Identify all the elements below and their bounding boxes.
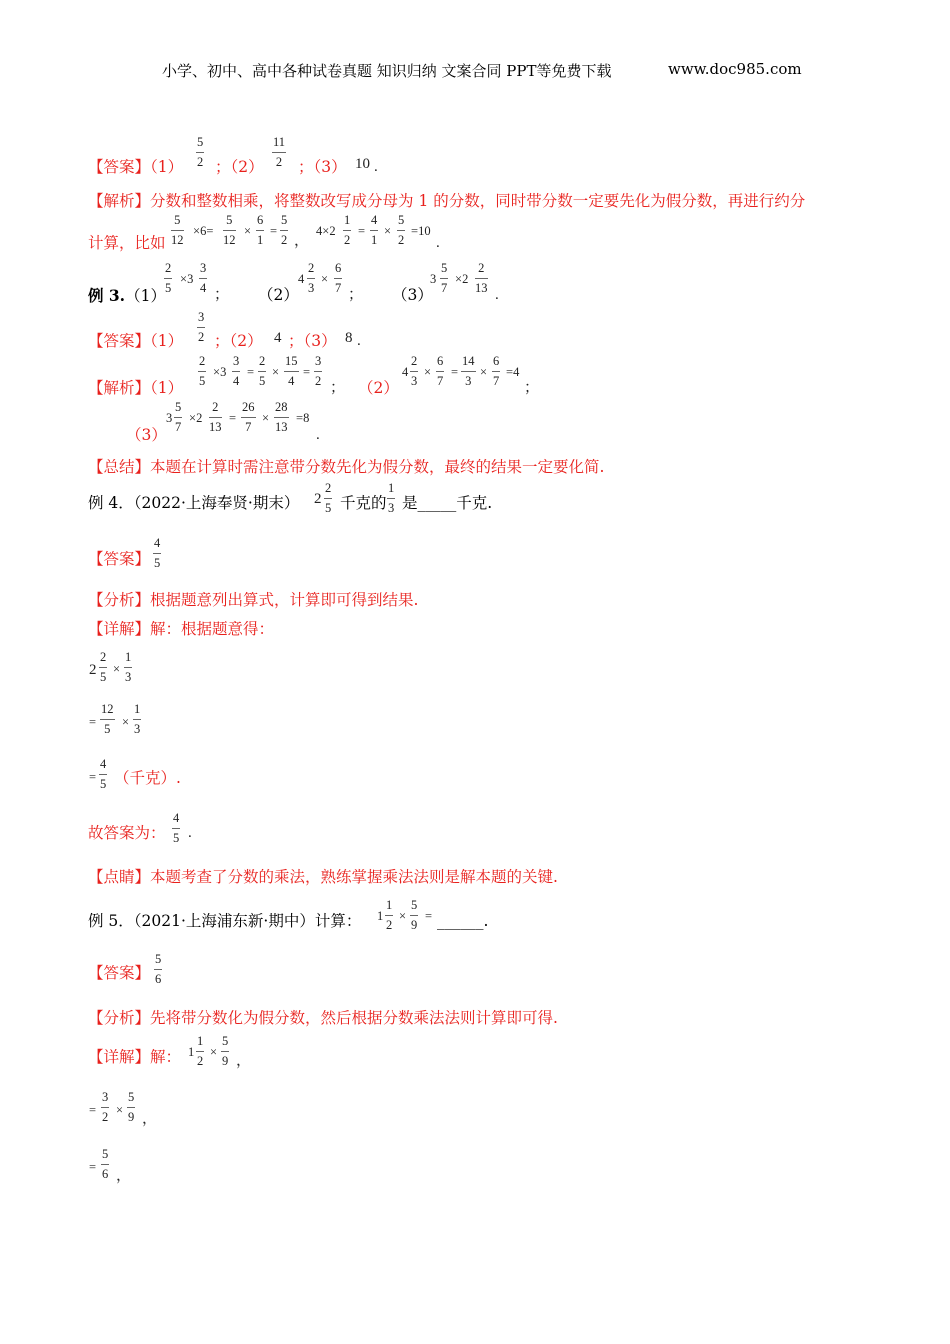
ex4-unit: 千克的 <box>340 494 387 512</box>
answer-value: 8 <box>345 330 353 346</box>
fraction: 1 3 <box>125 650 132 684</box>
analysis-2: 【解析】分数和整数相乘，将整数改写成分母为 1 的分数，同时带分数一定要先化为假分数，再进行约分 <box>88 192 806 210</box>
fraction: 4 5 <box>173 811 180 845</box>
answer-3: 【答案】（1） <box>88 332 184 350</box>
op: 4×2 <box>316 224 336 238</box>
op: × <box>384 224 392 238</box>
fraction: 15 4 <box>285 354 298 388</box>
header-url[interactable]: www.doc985.com <box>668 60 802 78</box>
example-5-title: 例 5．（2021·上海浦东新·期中）计算： <box>88 912 362 930</box>
op: × <box>113 662 121 676</box>
fraction: 12 5 <box>101 702 114 736</box>
fraction: 1 2 <box>386 898 393 932</box>
op: × <box>424 365 432 379</box>
blank-5: ______. <box>437 912 489 930</box>
fraction: 5 7 <box>441 261 448 295</box>
result-label-4: 故答案为： <box>88 824 166 842</box>
period: . <box>495 287 499 303</box>
fraction: 6 7 <box>493 354 500 388</box>
op: = <box>425 909 433 923</box>
op: 3 <box>430 272 437 286</box>
fenxi-5: 【分析】先将带分数化为假分数，然后根据分数乘法法则计算即可得. <box>88 1009 558 1027</box>
op: =8 <box>296 411 310 425</box>
detail-4: 【详解】解：根据题意得： <box>88 620 275 638</box>
op: × <box>272 365 280 379</box>
fraction: 1 3 <box>134 702 141 736</box>
fraction: 2 3 <box>411 354 418 388</box>
detail-5: 【详解】解： <box>88 1048 182 1066</box>
analysis-3: 【解析】（1） <box>88 379 184 397</box>
op: = <box>89 1103 97 1117</box>
ex4-question: 是_____千克. <box>402 494 493 512</box>
fraction: 1 3 <box>388 481 395 515</box>
fraction: 5 2 <box>398 213 405 247</box>
op: ×2 <box>455 272 469 286</box>
fraction: 6 7 <box>437 354 444 388</box>
op: × <box>399 909 407 923</box>
example-4-title: 例 4．（2022·上海奉贤·期末） <box>88 494 300 512</box>
fraction: 4 5 <box>100 757 107 791</box>
op: = <box>247 365 255 379</box>
fraction: 4 5 <box>154 536 161 570</box>
fraction: 5 2 <box>197 135 204 169</box>
op: = <box>89 770 97 784</box>
op: = <box>303 365 311 379</box>
fraction: 5 2 <box>281 213 288 247</box>
fraction: 2 5 <box>325 481 332 515</box>
fraction: 26 7 <box>242 400 255 434</box>
fraction: 28 13 <box>275 400 288 434</box>
op: = <box>451 365 459 379</box>
fraction: 5 7 <box>175 400 182 434</box>
fraction: 5 6 <box>102 1147 109 1181</box>
fraction: 6 7 <box>335 261 342 295</box>
period: . <box>374 159 378 175</box>
header-text: 小学、初中、高中各种试卷真题 知识归纳 文案合同 PPT等免费下载 <box>162 62 612 80</box>
fraction: 4 1 <box>371 213 378 247</box>
comma: ， <box>142 1111 158 1127</box>
sep: ； <box>524 380 540 396</box>
comma: ， <box>294 233 310 249</box>
answer-5: 【答案】 <box>88 964 151 982</box>
summary-3: 【总结】本题在计算时需注意带分数先化为假分数，最终的结果一定要化简. <box>88 458 605 476</box>
op: 2 <box>89 662 97 678</box>
answer-sep: ；（2） <box>215 158 264 176</box>
fraction: 14 3 <box>462 354 475 388</box>
fraction: 6 1 <box>257 213 264 247</box>
example-3-title: 例 3.（1） <box>88 286 166 305</box>
fraction: 3 2 <box>102 1090 109 1124</box>
answer-sep: ；（3） <box>298 158 347 176</box>
answer-value: 4 <box>274 330 282 346</box>
analysis-2-cont: 计算，比如 <box>88 234 166 252</box>
op: × <box>210 1045 218 1059</box>
op: = <box>229 411 237 425</box>
fraction: 2 5 <box>100 650 107 684</box>
op: × <box>262 411 270 425</box>
label-3: （3） <box>126 426 167 444</box>
op: ×3 <box>213 365 227 379</box>
fraction: 5 9 <box>222 1034 229 1068</box>
op: × <box>480 365 488 379</box>
label-2: （2） <box>258 286 299 304</box>
answer-4: 【答案】 <box>88 550 151 568</box>
sep: ； <box>348 287 364 303</box>
fraction: 5 9 <box>411 898 418 932</box>
op: 1 <box>377 909 384 923</box>
op: × <box>244 224 252 238</box>
fenxi-4: 【分析】根据题意列出算式，计算即可得到结果. <box>88 591 419 609</box>
op: 4 <box>298 272 305 286</box>
unit-paren: （千克）. <box>114 769 181 787</box>
period: . <box>188 825 192 841</box>
fraction: 2 13 <box>209 400 222 434</box>
fraction: 5 12 <box>223 213 236 247</box>
fraction: 1 2 <box>344 213 351 247</box>
op: =10 <box>411 224 431 238</box>
answer-value: 10 <box>355 156 370 172</box>
fraction: 3 4 <box>200 261 207 295</box>
answer-sep: ；（2） <box>214 332 263 350</box>
op: ×3 <box>180 272 194 286</box>
comma: ， <box>116 1168 132 1184</box>
comment-4: 【点睛】本题考查了分数的乘法，熟练掌握乘法法则是解本题的关键. <box>88 868 558 886</box>
op: × <box>116 1103 124 1117</box>
fraction: 2 13 <box>475 261 488 295</box>
op: = <box>89 715 97 729</box>
fraction: 2 5 <box>165 261 172 295</box>
fraction: 3 2 <box>198 310 205 344</box>
fraction: 2 3 <box>308 261 315 295</box>
fraction: 2 5 <box>199 354 206 388</box>
op: 1 <box>188 1045 195 1059</box>
comma: ， <box>236 1053 252 1069</box>
answer-2: 【答案】（1） <box>88 158 184 176</box>
op: 4 <box>402 365 409 379</box>
label-3: （3） <box>392 286 433 304</box>
fraction: 3 4 <box>233 354 240 388</box>
op: ×2 <box>189 411 203 425</box>
op: = <box>270 224 278 238</box>
fraction: 1 2 <box>197 1034 204 1068</box>
fraction: 3 2 <box>315 354 322 388</box>
label-2: （2） <box>358 379 399 397</box>
page-header <box>162 60 612 81</box>
period: . <box>436 235 440 251</box>
answer-sep: ；（3） <box>288 332 337 350</box>
op: = <box>358 224 366 238</box>
fraction: 2 5 <box>259 354 266 388</box>
op: ×6= <box>193 224 214 238</box>
period: . <box>316 427 320 443</box>
op: 3 <box>166 411 173 425</box>
op: =4 <box>506 365 520 379</box>
sep: ； <box>330 380 346 396</box>
period: . <box>357 333 361 349</box>
fraction: 5 12 <box>171 213 184 247</box>
sep: ； <box>214 287 230 303</box>
fraction: 5 9 <box>128 1090 135 1124</box>
op: 2 <box>314 491 322 507</box>
op: × <box>321 272 329 286</box>
op: = <box>89 1160 97 1174</box>
op: × <box>122 715 130 729</box>
fraction: 5 6 <box>155 952 162 986</box>
fraction: 11 2 <box>273 135 286 169</box>
